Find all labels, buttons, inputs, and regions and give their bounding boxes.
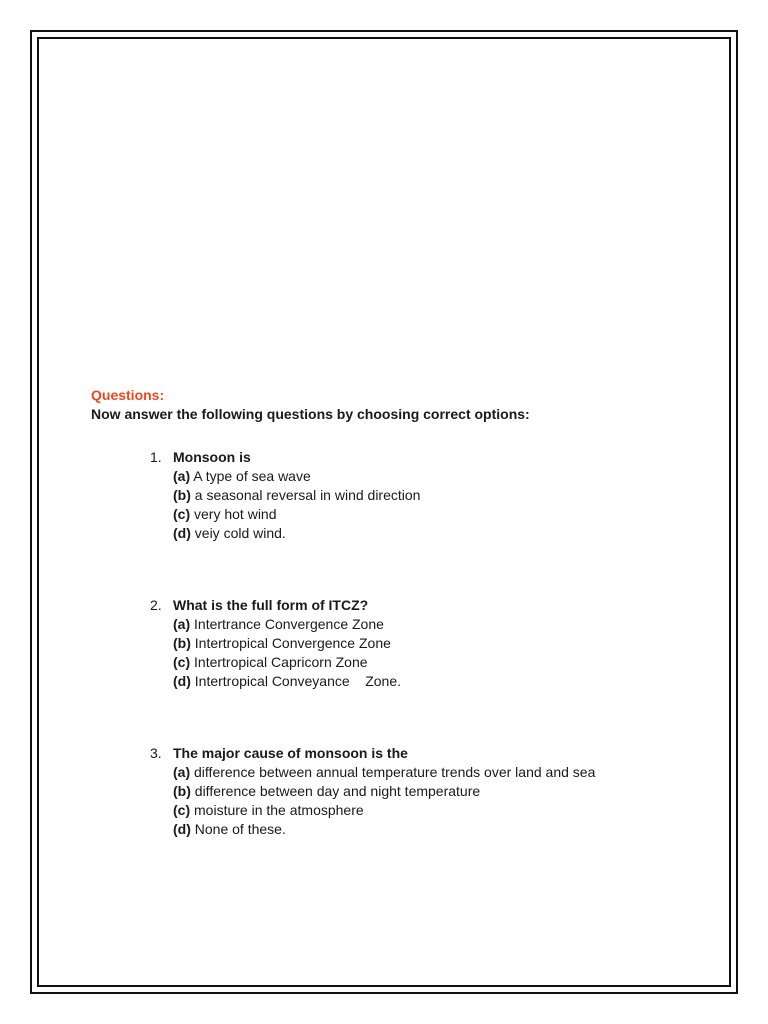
option-a	[173, 763, 710, 782]
option-letter: (c)	[173, 506, 191, 522]
option-c	[173, 505, 710, 524]
question-text: Monsoon is	[173, 449, 251, 465]
option-letter: (a)	[173, 616, 191, 632]
instruction-text: Now answer the following questions by choosing correct options:	[91, 406, 530, 422]
option-letter: (b)	[173, 783, 191, 799]
option-text: None of these.	[190, 821, 286, 837]
option-letter: (a)	[173, 764, 191, 780]
option-text: A type of sea wave	[190, 468, 311, 484]
question-2	[150, 596, 710, 691]
option-letter: (d)	[173, 525, 191, 541]
option-c	[173, 653, 710, 672]
option-text: moisture in the atmosphere	[190, 802, 364, 818]
question-number: 2.	[150, 597, 162, 613]
option-text: Intertropical Convergence Zone	[190, 635, 391, 651]
question-text: The major cause of monsoon is the	[173, 745, 408, 761]
question-1	[150, 448, 710, 543]
option-letter: (c)	[173, 802, 191, 818]
option-text: Intertropical Conveyance Zone.	[190, 673, 401, 689]
question-number: 1.	[150, 449, 162, 465]
question-text: What is the full form of ITCZ?	[173, 597, 369, 613]
question-3	[150, 744, 710, 839]
option-b	[173, 782, 710, 801]
option-letter: (d)	[173, 821, 191, 837]
option-letter: (d)	[173, 673, 191, 689]
option-b	[173, 634, 710, 653]
option-c	[173, 801, 710, 820]
option-a	[173, 467, 710, 486]
option-a	[173, 615, 710, 634]
option-d	[173, 820, 710, 839]
option-letter: (b)	[173, 635, 191, 651]
option-text: a seasonal reversal in wind direction	[190, 487, 421, 503]
option-d	[173, 524, 710, 543]
questions-heading: Questions:	[91, 387, 165, 403]
option-text: Intertropical Capricorn Zone	[190, 654, 368, 670]
option-text: Intertrance Convergence Zone	[190, 616, 384, 632]
option-letter: (a)	[173, 468, 191, 484]
option-d	[173, 672, 710, 691]
option-b	[173, 486, 710, 505]
question-number: 3.	[150, 745, 162, 761]
option-text: difference between annual temperature trends over land and sea	[190, 764, 596, 780]
option-letter: (b)	[173, 487, 191, 503]
option-text: very hot wind	[190, 506, 277, 522]
option-text: veiy cold wind.	[190, 525, 286, 541]
option-text: difference between day and night temperature	[190, 783, 481, 799]
option-letter: (c)	[173, 654, 191, 670]
